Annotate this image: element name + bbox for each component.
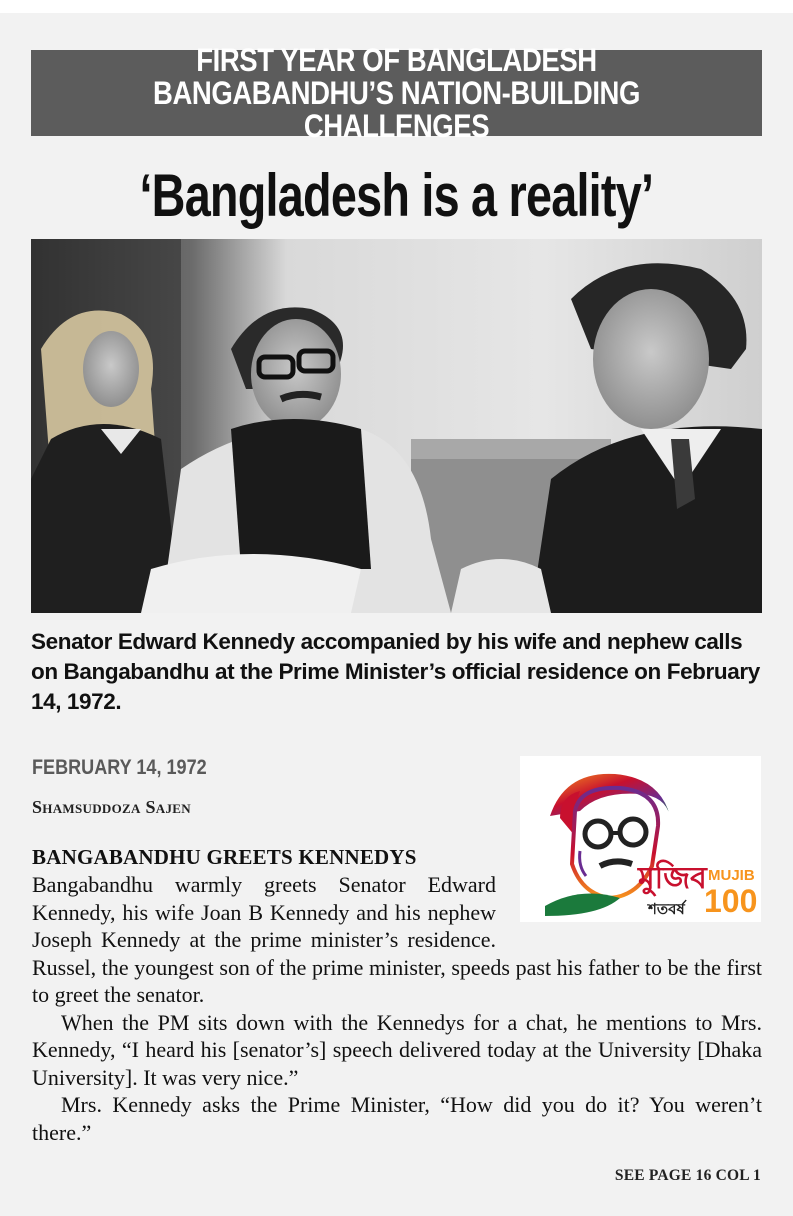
article-paragraph: Bangabandhu warmly greets Senator Edward Kennedy, his wife Joan B Kennedy and his nephew Joseph Kennedy at the prime minister’s residence. Russel, the youngest son of the prime minister, speeds past his father to be the first to greet the senator. [32,872,762,1007]
headline-text: ‘Bangladesh is a reality’ [139,162,654,229]
dateline [32,756,235,780]
article-subhead: BANGABANDHU GREETS KENNEDYS [32,845,417,869]
newspaper-page [0,13,793,1216]
logo-en-name: MUJIB [708,867,755,884]
banner-line-1: FIRST YEAR OF BANGLADESH [196,41,597,78]
logo-en-number: 100 [704,883,758,919]
news-photo [31,239,762,613]
photo-caption: Senator Edward Kennedy accompanied by his wife and nephew calls on Bangabandhu at the Prime Minister’s official residence on February 14, 1972. [31,629,760,714]
headline [0,163,793,229]
section-banner [31,41,762,144]
photograph-illustration [31,239,762,613]
article-body [32,871,762,1146]
logo-bangla-sub: শতবর্ষ [648,900,685,918]
article-paragraph: Mrs. Kennedy asks the Prime Minister, “How did you do it? You weren’t there.” [32,1092,762,1145]
dateline-text: FEBRUARY 14, 1972 [32,756,207,779]
article-paragraph: When the PM sits down with the Kennedys for a chat, he mentions to Mrs. Kennedy, “I heard his [senator’s] speech delivered today at the University [Dhaka University]. It was very nice.” [32,1009,762,1090]
banner-line-2: BANGABANDHU’S NATION-BUILDING CHALLENGES [153,74,640,144]
byline: Shamsuddoza Sajen [32,797,191,817]
continuation-link: SEE PAGE 16 COL 1 [614,1167,761,1184]
logo-bangla-name: মুজিব [638,861,707,896]
